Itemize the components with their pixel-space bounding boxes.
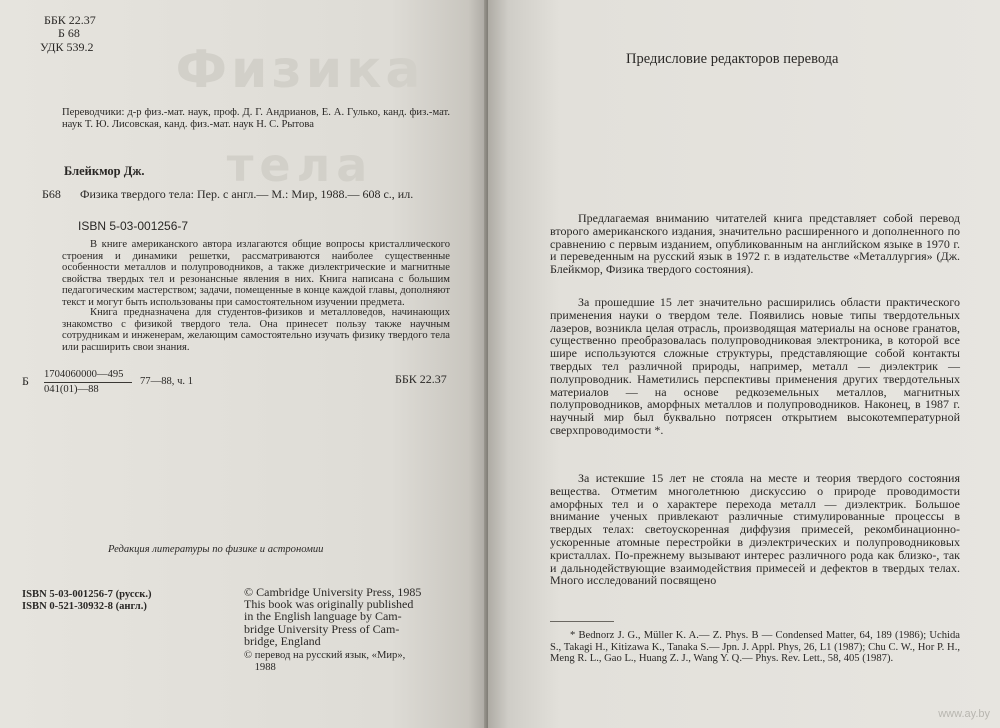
catalog-mark: Б68 bbox=[42, 187, 61, 201]
code-series: 77—88, ч. 1 bbox=[140, 376, 193, 387]
show-through-subtitle: тела bbox=[226, 138, 374, 192]
preface-paragraph-2: За прошедшие 15 лет значительно расширились области практического применения науки о твердом теле. Появились новые типы твердотельных лазеров, возникла целая отрасль, производящая материалы на основе гранатов, существенно преобразовалась полупроводниковая электроника, в которой все шире используются сложные структуры, представляющие собой контакты твердых тел различной природы, например, металл — диэлектрик — полупроводник. Наметились перспективы применения других твердотельных материалов — на основе редкоземельных металлов, магнитных полупроводников, аморфных металлов и полупроводников. Наконец, в 1987 г. научный мир был буквально потрясен открытием высокотемпературной сверхпроводимости *. bbox=[550, 295, 960, 437]
isbn-english: ISBN 0-521-30932-8 (англ.) bbox=[22, 601, 147, 612]
preface-paragraph-1: Предлагаемая вниманию читателей книга представляет собой перевод второго американского издания, значительно расширенного и дополненного по сравнению с первым изданием, опубликованным на английском языке в 1970 г. и переведенным на русский язык в 1972 г. в издательстве «Металлургия» (Дж. Блейкмор, Физика твердого состояния). bbox=[550, 211, 960, 277]
bibliographic-entry: Физика твердого тела: Пер. с англ.— М.: Мир, 1988.— 608 с., ил. bbox=[80, 187, 414, 201]
left-page bbox=[0, 0, 488, 728]
code-numerator: 1704060000—495 bbox=[44, 369, 124, 380]
footnote-rule bbox=[550, 621, 614, 622]
bbk-code: ББК 22.37 bbox=[44, 13, 96, 27]
preface-paragraph-3: За истекшие 15 лет не стояла на месте и теория твердого состояния вещества. Отметим многолетнюю дискуссию о природе проводимости аморфных тел и о характере перехода металл — диэлектрик. Большое внимание ученых привлекают различные стимулированные процессы в твердых телах: светоускоренная диффузия примесей, рекомбинационно-ускоренные атомные перестройки в диэлектрических и полупроводниковых кристаллах. По-прежнему вызывают интерес различного рода как близко-, так и дальнодействующие взаимодействия примесей и дефектов в твердых телах. Много исследований посвящено bbox=[550, 471, 960, 588]
isbn-line: ISBN 5-03-001256-7 bbox=[78, 219, 189, 233]
editorial-line: Редакция литературы по физике и астрономии bbox=[108, 544, 324, 555]
copyright-translation: © перевод на русский язык, «Мир», 1988 bbox=[244, 650, 406, 673]
right-page bbox=[488, 0, 1000, 728]
code-denominator: 041(01)—88 bbox=[44, 384, 99, 395]
b-code: Б 68 bbox=[58, 26, 80, 40]
author-heading: Блейкмор Дж. bbox=[64, 164, 145, 178]
udk-code: УДК 539.2 bbox=[40, 40, 94, 54]
abstract-paragraph-2: Книга предназначена для студентов-физиков и металловедов, начинающих знакомство с физикой твердого тела. Она принесет пользу также научным сотрудникам и инженерам, желающим самостоятельно изучать физику твердого тела или расширить свои знания. bbox=[62, 307, 450, 353]
copyright-cambridge: © Cambridge University Press, 1985 This book was originally published in the English language by Cam- bridge University Press of Cam- bridge, England bbox=[244, 585, 422, 648]
site-watermark: www.ay.by bbox=[938, 708, 990, 720]
abstract-paragraph-1: В книге американского автора излагаются общие вопросы кристаллического строения и динамики решетки, рассматриваются наиболее существенные особенности металлов и полупроводников, а также диэлектрические и магнитные свойства твердых тел и резонансные явления в них. Книга написана с большим педагогическим мастерством; задачи, помещенные в конце каждой главы, дополняют текст и могут быть использованы при самостоятельном изучении предмета. bbox=[62, 239, 450, 308]
code-bbk: ББК 22.37 bbox=[395, 372, 447, 386]
footnote-text: * Bednorz J. G., Müller K. A.— Z. Phys. B — Condensed Matter, 64, 189 (1986); Uchida S., Takagi H., Kitizawa K., Tanaka S.— Jpn. J. Appl. Phys, 26, L1 (1987); Chu C. W., Hor P. H., Meng R. L., Gao L., Huang Z. J., Wang Y. Q.— Phys. Rev. Lett., 58, 405 (1987). bbox=[550, 630, 960, 665]
preface-heading: Предисловие редакторов перевода bbox=[626, 51, 839, 67]
show-through-title: Физика bbox=[175, 40, 425, 100]
code-letter: Б bbox=[22, 374, 29, 388]
isbn-russian: ISBN 5-03-001256-7 (русск.) bbox=[22, 589, 152, 600]
code-fraction-rule bbox=[44, 382, 132, 383]
translators-note: Переводчики: д-р физ.-мат. наук, проф. Д. Г. Андрианов, Е. А. Гулько, канд. физ.-мат. наук Т. Ю. Лисовская, канд. физ.-мат. наук Н. С. Рытова bbox=[62, 107, 450, 130]
